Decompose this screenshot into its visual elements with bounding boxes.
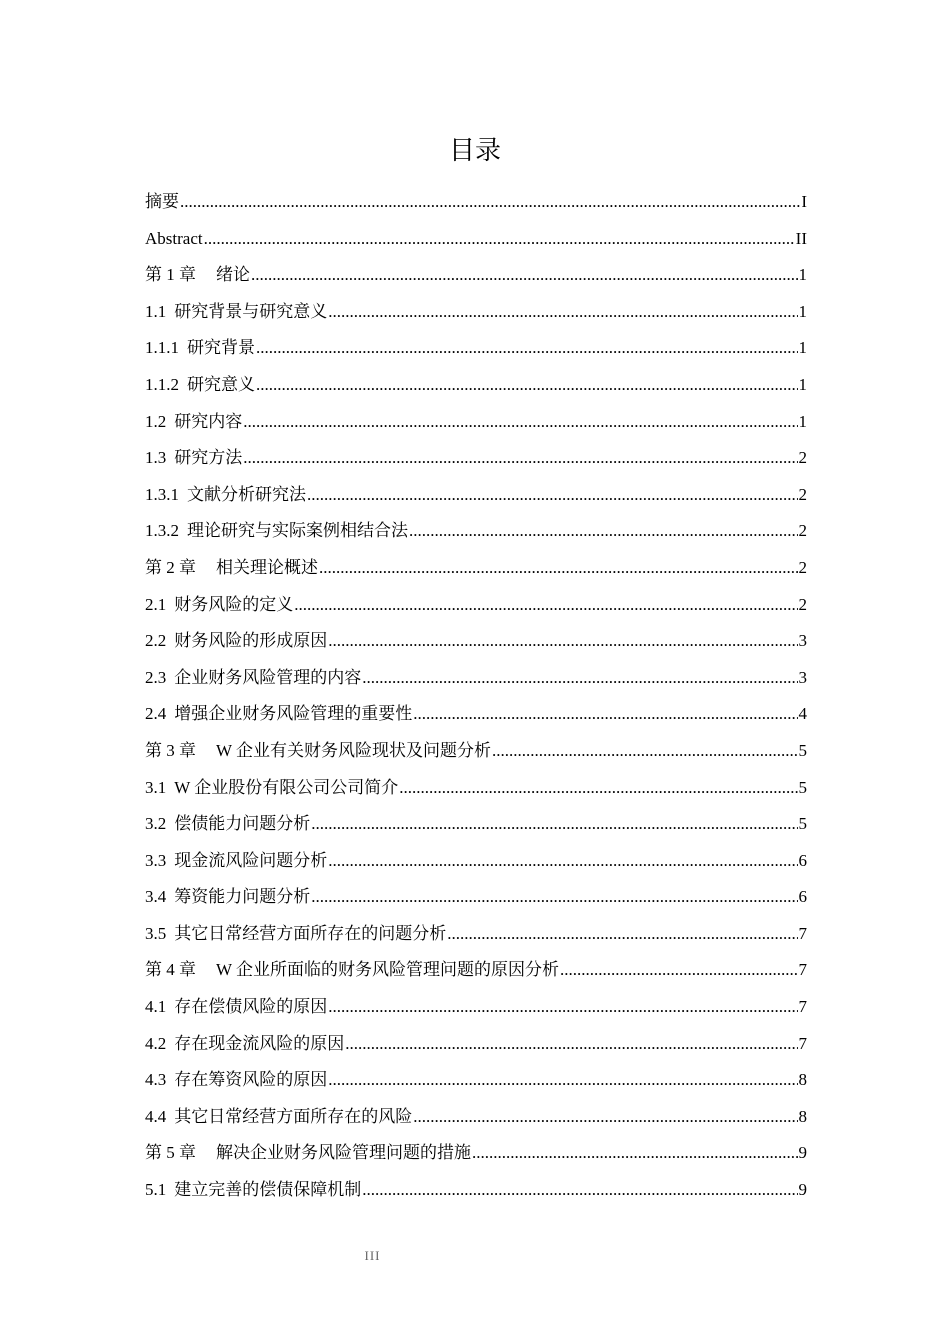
toc-entry-page: 9 [798,1180,807,1200]
toc-leader-dots [204,221,795,258]
toc-leader-dots [328,1062,797,1099]
toc-entry[interactable] [145,952,807,989]
toc-entry-title [145,1099,412,1136]
toc-entry-title [145,477,306,514]
toc-entry-page: 7 [798,1033,807,1053]
toc-entry-number: 1.1.1 [145,338,179,358]
toc-leader-dots [307,477,798,514]
toc-entry-title [145,806,310,843]
toc-entry[interactable] [145,257,807,294]
toc-entry-label: 其它日常经营方面所存在的问题分析 [174,923,447,943]
toc-entry[interactable] [145,587,807,624]
toc-entry-page: 5 [798,814,807,834]
toc-leader-dots [472,1135,798,1172]
toc-entry[interactable] [145,623,807,660]
toc-entry-label: 企业财务风险管理的内容 [174,667,362,687]
toc-leader-dots [243,404,797,441]
toc-entry-page: 5 [798,740,807,760]
toc-entry-page: 7 [798,960,807,980]
toc-entry-label: 存在偿债风险的原因 [174,997,328,1017]
toc-entry-number: 1.3 [145,448,167,468]
toc-entry-title [145,330,255,367]
toc-leader-dots [256,330,798,367]
toc-entry-number: 1.1 [145,301,167,321]
toc-entry-label: 偿债能力问题分析 [174,814,311,834]
toc-entry-number: 4.1 [145,997,167,1017]
toc-entry-page: 1 [798,265,807,285]
toc-entry-title [145,550,318,587]
toc-entry-title [145,257,250,294]
toc-entry-page: 2 [798,448,807,468]
toc-entry-title [145,1172,361,1209]
toc-entry[interactable] [145,513,807,550]
toc-entry[interactable] [145,806,807,843]
toc-entry-page: 6 [798,887,807,907]
toc-entry[interactable] [145,294,807,331]
toc-entry-page: 8 [798,1070,807,1090]
toc-entry-page: I [801,192,807,211]
toc-entry-label: 研究背景与研究意义 [174,301,328,321]
toc-leader-dots [328,294,797,331]
toc-leader-dots [413,696,797,733]
toc-leader-dots [328,989,797,1026]
toc-entry[interactable] [145,184,807,221]
toc-entry-title [145,587,293,624]
toc-entry-page: 7 [798,997,807,1017]
toc-entry-title [145,916,446,953]
toc-entry-number: 4.3 [145,1070,167,1090]
toc-leader-dots [256,367,798,404]
toc-entry[interactable] [145,440,807,477]
toc-entry-title [145,623,327,660]
toc-entry[interactable] [145,1026,807,1063]
toc-leader-dots [345,1026,797,1063]
toc-entry-title [145,952,559,989]
toc-entry[interactable] [145,367,807,404]
toc-entry-title [145,770,398,807]
toc-entry-title [145,660,361,697]
toc-entry-number: 3.4 [145,887,167,907]
toc-entry-page: 1 [798,411,807,431]
toc-entry-number: 4.2 [145,1033,167,1053]
toc-entry[interactable] [145,660,807,697]
toc-entry-title [145,879,310,916]
toc-entry[interactable] [145,879,807,916]
toc-entry-label: 存在现金流风险的原因 [174,1033,345,1053]
toc-entry-number: 1.3.1 [145,484,179,504]
toc-entry-number: 1.1.2 [145,374,179,394]
toc-entry-page: 3 [798,631,807,651]
toc-entry-title [145,696,412,733]
toc-entry-number: 3.2 [145,814,167,834]
toc-leader-dots [311,879,797,916]
toc-entry-title [145,1062,327,1099]
toc-entry-page: 2 [798,484,807,504]
toc-entry-label: 财务风险的定义 [174,594,294,614]
toc-entry-page: 1 [798,301,807,321]
page-number: III [364,1248,381,1263]
toc-leader-dots [319,550,798,587]
toc-leader-dots [328,623,797,660]
toc-entry-number: 1.2 [145,411,167,431]
toc-entry-page: II [795,228,807,248]
toc-entry-label: 摘要 [145,192,179,211]
toc-entry-label: 解决企业财务风险管理问题的措施 [216,1143,471,1163]
toc-entry-number: 第 4 章 [145,960,196,980]
toc-entry-number: 3.3 [145,850,167,870]
toc-entry[interactable] [145,696,807,733]
toc-entry-number: 第 1 章 [145,265,196,285]
toc-entry-label: 财务风险的形成原因 [174,631,328,651]
toc-entry-page: 1 [798,338,807,358]
toc-entry-number: 2.2 [145,631,167,651]
toc-leader-dots [447,916,797,953]
toc-entry-page: 6 [798,850,807,870]
toc-title: 目录 [448,136,501,166]
toc-entry[interactable] [145,404,807,441]
toc-entry-label: 文献分析研究法 [187,484,306,504]
toc-entry-title [145,1026,344,1063]
toc-entry-number: 第 5 章 [145,1143,196,1163]
toc-leader-dots [180,184,800,221]
toc-entry[interactable] [145,330,807,367]
toc-leader-dots [362,660,797,697]
toc-leader-dots [399,770,797,807]
toc-leader-dots [294,587,797,624]
toc-entry-title [145,440,242,477]
toc-entry-page: 3 [798,667,807,687]
toc-entry-label: 增强企业财务风险管理的重要性 [174,704,413,724]
toc-leader-dots [251,257,798,294]
toc-entry-title [145,513,408,550]
toc-entry[interactable] [145,1172,807,1209]
toc-entry-number: 4.4 [145,1106,167,1126]
toc-entry-title [145,294,327,331]
toc-entry[interactable] [145,770,807,807]
toc-entry-page: 9 [798,1143,807,1163]
toc-entry-label: W 企业所面临的财务风险管理问题的原因分析 [216,960,559,980]
toc-entry[interactable] [145,477,807,514]
toc-entry[interactable] [145,843,807,880]
toc-entry[interactable] [145,733,807,770]
toc-entry-title [145,367,255,404]
toc-entry-number: 5.1 [145,1180,167,1200]
toc-leader-dots [328,843,797,880]
toc-entry-label: 相关理论概述 [216,557,318,577]
toc-entry-label: 现金流风险问题分析 [174,850,328,870]
toc-entry-page: 4 [798,704,807,724]
toc-leader-dots [560,952,798,989]
toc-entry-number: 2.3 [145,667,167,687]
toc-entry-label: 建立完善的偿债保障机制 [174,1180,362,1200]
toc-entry-label: Abstract [145,228,203,248]
toc-entry[interactable] [145,1135,807,1172]
toc-entry-number: 3.5 [145,923,167,943]
toc-leader-dots [409,513,798,550]
toc-leader-dots [413,1099,797,1136]
toc-entry-label: W 企业股份有限公司公司简介 [174,777,399,797]
toc-entry[interactable] [145,989,807,1026]
toc-entry-page: 2 [798,557,807,577]
toc-entry-page: 2 [798,594,807,614]
toc-entry[interactable] [145,221,807,258]
toc-entry-label: 筹资能力问题分析 [174,887,311,907]
toc-entry-label: 理论研究与实际案例相结合法 [187,521,408,541]
toc-entry-label: 绪论 [216,265,250,285]
toc-leader-dots [492,733,798,770]
toc-entry-page: 8 [798,1106,807,1126]
toc-leader-dots [362,1172,797,1209]
toc-entry-number: 2.1 [145,594,167,614]
toc-entry-title [145,843,327,880]
toc-entry-number: 1.3.2 [145,521,179,541]
toc-entry-page: 1 [798,374,807,394]
toc-entry-label: 研究意义 [187,374,255,394]
toc-leader-dots [311,806,797,843]
toc-entry-title [145,733,491,770]
toc-entry-label: W 企业有关财务风险现状及问题分析 [216,740,491,760]
toc-entry-number: 2.4 [145,704,167,724]
toc-entry[interactable] [145,1099,807,1136]
toc-entry[interactable] [145,916,807,953]
toc-entry-page: 5 [798,777,807,797]
toc-entry-title [145,404,242,441]
toc-leader-dots [243,440,797,477]
toc-entry-label: 其它日常经营方面所存在的风险 [174,1106,413,1126]
toc-entry-label: 研究背景 [187,338,255,358]
toc-entry-label: 存在筹资风险的原因 [174,1070,328,1090]
toc-entry-title [145,221,203,258]
toc-entry-label: 研究方法 [174,448,243,468]
toc-entry[interactable] [145,1062,807,1099]
toc-entry-page: 7 [798,923,807,943]
toc-entry[interactable] [145,550,807,587]
toc-entry-number: 3.1 [145,777,167,797]
toc-entry-label: 研究内容 [174,411,243,431]
toc-entry-number: 第 3 章 [145,740,196,760]
toc-entry-page: 2 [798,521,807,541]
toc-entry-number: 第 2 章 [145,557,196,577]
toc-entry-title [145,1135,471,1172]
toc-list [145,184,807,1209]
toc-entry-title [145,989,327,1026]
toc-entry-title [145,184,179,221]
